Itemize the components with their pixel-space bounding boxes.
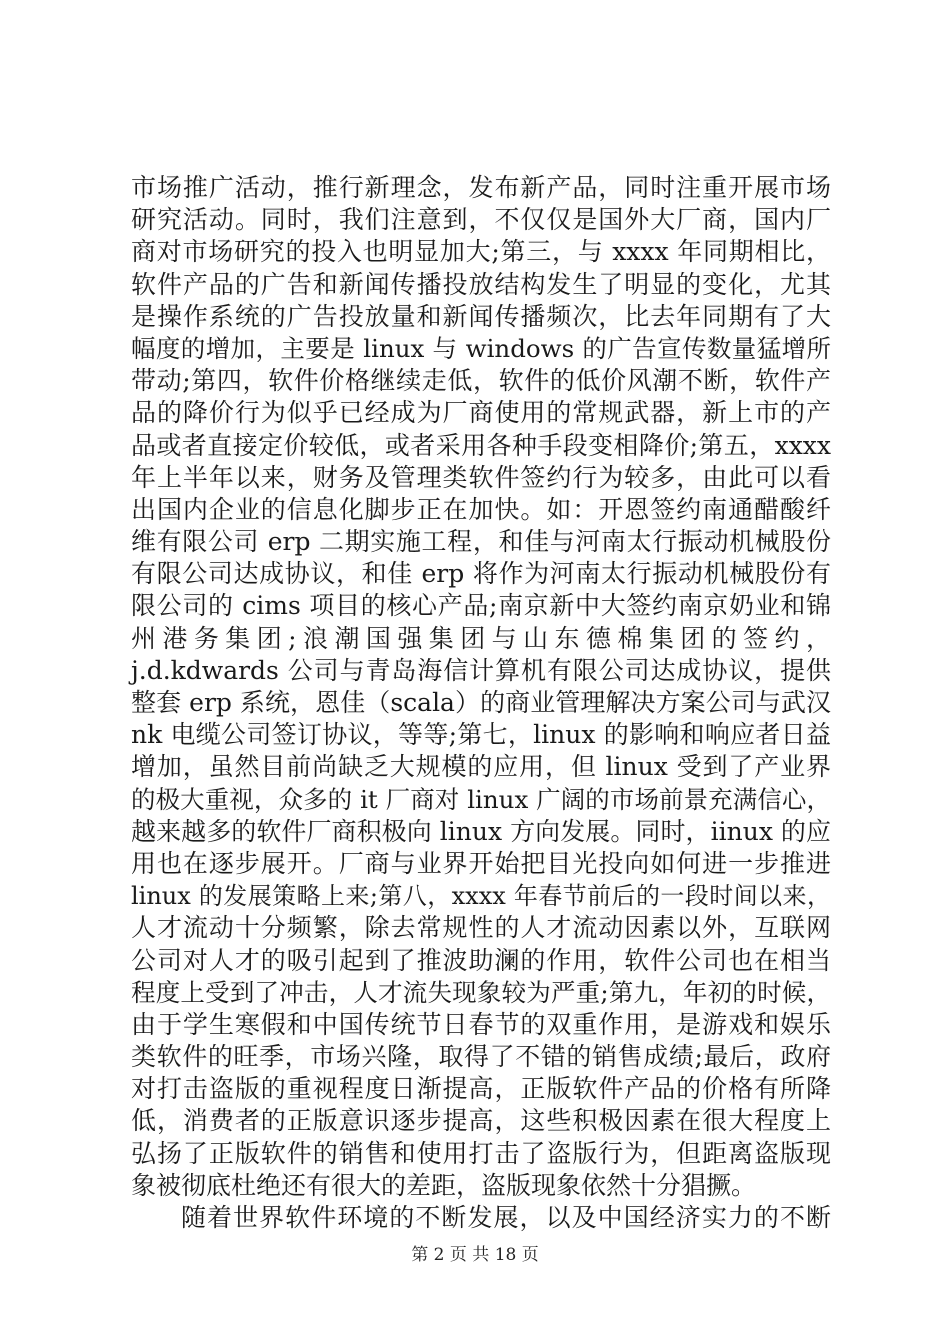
text-line: 程度上受到了冲击，人才流失现象较为严重;第九，年初的时候， xyxy=(131,977,831,1007)
page-number-footer: 第 2 页 共 18 页 xyxy=(411,1245,539,1265)
text-line: 整套 erp 系统，恩佳（scala）的商业管理解决方案公司与武汉 xyxy=(131,688,831,717)
text-line: j.d.kdwards 公司与青岛海信计算机有限公司达成协议，提供 xyxy=(131,655,831,685)
text-line: 市场推广活动，推行新理念，发布新产品，同时注重开展市场 xyxy=(131,173,831,202)
text-line: 人才流动十分频繁，除去常规性的人才流动因素以外，互联网 xyxy=(131,913,831,943)
text-line: 品或者直接定价较低，或者采用各种手段变相降价;第五，xxxx xyxy=(131,430,831,460)
body-text xyxy=(131,172,831,1234)
text-line: 品的降价行为似乎已经成为厂商使用的常规武器，新上市的产 xyxy=(131,398,831,428)
text-line: 用也在逐步展开。厂商与业界开始把目光投向如何进一步推进 xyxy=(131,848,831,878)
text-line: 弘扬了正版软件的销售和使用打击了盗版行为，但距离盗版现 xyxy=(131,1138,831,1168)
text-line: 限公司的 cims 项目的核心产品;南京新中大签约南京奶业和锦 xyxy=(131,591,831,621)
text-line: 是操作系统的广告投放量和新闻传播频次，比去年同期有了大 xyxy=(131,301,831,331)
text-line: 的极大重视，众多的 it 厂商对 linux 广阔的市场前景充满信心， xyxy=(131,784,831,814)
text-line: nk 电缆公司签订协议，等等;第七，linux 的影响和响应者日益 xyxy=(131,720,831,750)
text-line: 对打击盗版的重视程度日渐提高，正版软件产品的价格有所降 xyxy=(131,1074,831,1104)
text-line: 象被彻底杜绝还有很大的差距，盗版现象依然十分猖撅。 xyxy=(131,1170,757,1200)
text-line: 由于学生寒假和中国传统节日春节的双重作用，是游戏和娱乐 xyxy=(131,1009,831,1039)
text-line: 幅度的增加，主要是 linux 与 windows 的广告宣传数量猛增所 xyxy=(131,333,831,363)
text-line: 类软件的旺季，市场兴隆，取得了不错的销售成绩;最后，政府 xyxy=(131,1042,831,1072)
text-line: 维有限公司 erp 二期实施工程，和佳与河南太行振动机械股份 xyxy=(131,527,831,557)
text-line: 出国内企业的信息化脚步正在加快。如：开恩签约南通醋酸纤 xyxy=(131,494,831,524)
text-line: 商对市场研究的投入也明显加大;第三，与 xxxx 年同期相比， xyxy=(131,237,831,267)
text-line: 越来越多的软件厂商积极向 linux 方向发展。同时，iinux 的应 xyxy=(131,816,831,846)
text-line: 软件产品的广告和新闻传播投放结构发生了明显的变化，尤其 xyxy=(131,269,831,299)
paragraph-start-line: 随着世界软件环境的不断发展，以及中国经济实力的不断 xyxy=(181,1203,831,1232)
text-line: 带动;第四，软件价格继续走低，软件的低价风潮不断，软件产 xyxy=(131,366,831,396)
text-line: 年上半年以来，财务及管理类软件签约行为较多，由此可以看 xyxy=(131,462,831,492)
text-line: 研究活动。同时，我们注意到，不仅仅是国外大厂商，国内厂 xyxy=(131,205,831,235)
text-line: 低，消费者的正版意识逐步提高，这些积极因素在很大程度上 xyxy=(131,1106,831,1136)
text-line: 州港务集团;浪潮国强集团与山东德棉集团的签约， xyxy=(131,623,831,653)
text-line: linux 的发展策略上来;第八，xxxx 年春节前后的一段时间以来， xyxy=(131,882,831,911)
text-line: 有限公司达成协议，和佳 erp 将作为河南太行振动机械股份有 xyxy=(131,559,831,589)
text-line: 公司对人才的吸引起到了推波助澜的作用，软件公司也在相当 xyxy=(131,945,831,975)
text-line: 增加，虽然目前尚缺乏大规模的应用，但 linux 受到了产业界 xyxy=(131,752,831,782)
